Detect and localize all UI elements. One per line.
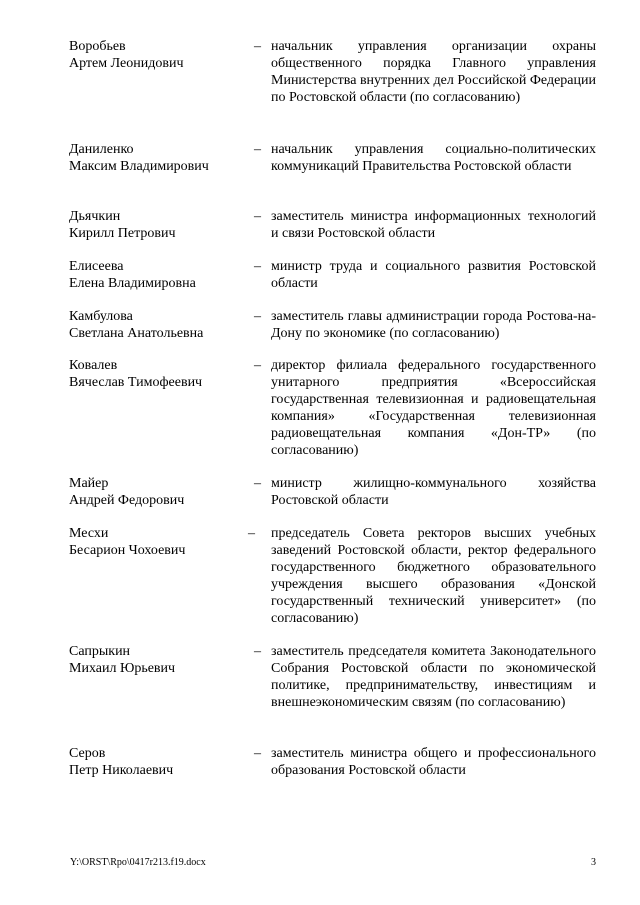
member-surname: Елисеева xyxy=(69,259,124,274)
member-given-names: Петр Николаевич xyxy=(69,763,174,778)
entry-dash: – xyxy=(254,142,261,157)
member-name xyxy=(69,258,249,292)
member-position: министр жилищно-коммунального хозяйства Ростовской области xyxy=(271,476,596,508)
member-name xyxy=(69,357,249,391)
member-surname: Сапрыкин xyxy=(69,644,131,659)
member-name xyxy=(69,525,249,559)
member-position: заместитель министра общего и профессионального образования Ростовской области xyxy=(271,746,596,778)
member-surname: Камбулова xyxy=(69,309,133,324)
member-surname: Ковалев xyxy=(69,358,118,373)
member-surname: Серов xyxy=(69,746,106,761)
entry-dash: – xyxy=(254,476,261,491)
member-name xyxy=(69,308,249,342)
entry-dash: – xyxy=(254,358,261,373)
member-name xyxy=(69,38,249,72)
footer-file-path: Y:\ORST\Rpo\0417r213.f19.docx xyxy=(70,857,206,868)
member-given-names: Вячеслав Тимофеевич xyxy=(69,375,203,390)
member-position: заместитель председателя комитета Законодательного Собрания Ростовской области по экономической политике, предпринимательству, инвестициям и внешнеэкономическим связям (по согласованию) xyxy=(271,644,596,710)
member-position: председатель Совета ректоров высших учебных заведений Ростовской области, ректор федерального государственного бюджетного образовательного учреждения высшего образования «Донской государственный технический университет» (по согласованию) xyxy=(271,526,596,626)
member-given-names: Бесарион Чохоевич xyxy=(69,543,186,558)
member-name xyxy=(69,643,249,677)
member-surname: Воробьев xyxy=(69,39,126,54)
member-name xyxy=(69,208,249,242)
member-position: заместитель главы администрации города Ростова-на-Дону по экономике (по согласованию) xyxy=(271,309,596,341)
member-position: министр труда и социального развития Ростовской области xyxy=(271,259,596,291)
member-given-names: Михаил Юрьевич xyxy=(69,661,176,676)
member-position: директор филиала федерального государственного унитарного предприятия «Всероссийская государственная телевизионная и радиовещательная компания» «Государственная телевизионная радиовещательная компания «Дон-ТР» (по согласованию) xyxy=(271,358,596,458)
member-given-names: Андрей Федорович xyxy=(69,493,185,508)
entry-dash: – xyxy=(254,644,261,659)
member-surname: Дьячкин xyxy=(69,209,121,224)
member-surname: Майер xyxy=(69,476,109,491)
member-position: начальник управления социально-политических коммуникаций Правительства Ростовской области xyxy=(271,142,596,174)
member-given-names: Елена Владимировна xyxy=(69,276,196,291)
member-surname: Месхи xyxy=(69,526,109,541)
entry-dash: – xyxy=(254,309,261,324)
member-name xyxy=(69,141,249,175)
member-given-names: Максим Владимирович xyxy=(69,159,209,174)
member-position: заместитель министра информационных технологий и связи Ростовской области xyxy=(271,209,596,241)
member-surname: Даниленко xyxy=(69,142,134,157)
entry-dash: – xyxy=(254,39,261,54)
member-position: начальник управления организации охраны общественного порядка Главного управления Министерства внутренних дел Российской Федерации по Ростовской области (по согласованию) xyxy=(271,39,596,105)
entry-dash: – xyxy=(254,746,261,761)
member-given-names: Светлана Анатольевна xyxy=(69,326,204,341)
entry-dash: – xyxy=(248,526,255,541)
member-name xyxy=(69,745,249,779)
member-name xyxy=(69,475,249,509)
entry-dash: – xyxy=(254,259,261,274)
member-given-names: Кирилл Петрович xyxy=(69,226,176,241)
page-number: 3 xyxy=(591,857,596,868)
member-given-names: Артем Леонидович xyxy=(69,56,184,71)
entry-dash: – xyxy=(254,209,261,224)
